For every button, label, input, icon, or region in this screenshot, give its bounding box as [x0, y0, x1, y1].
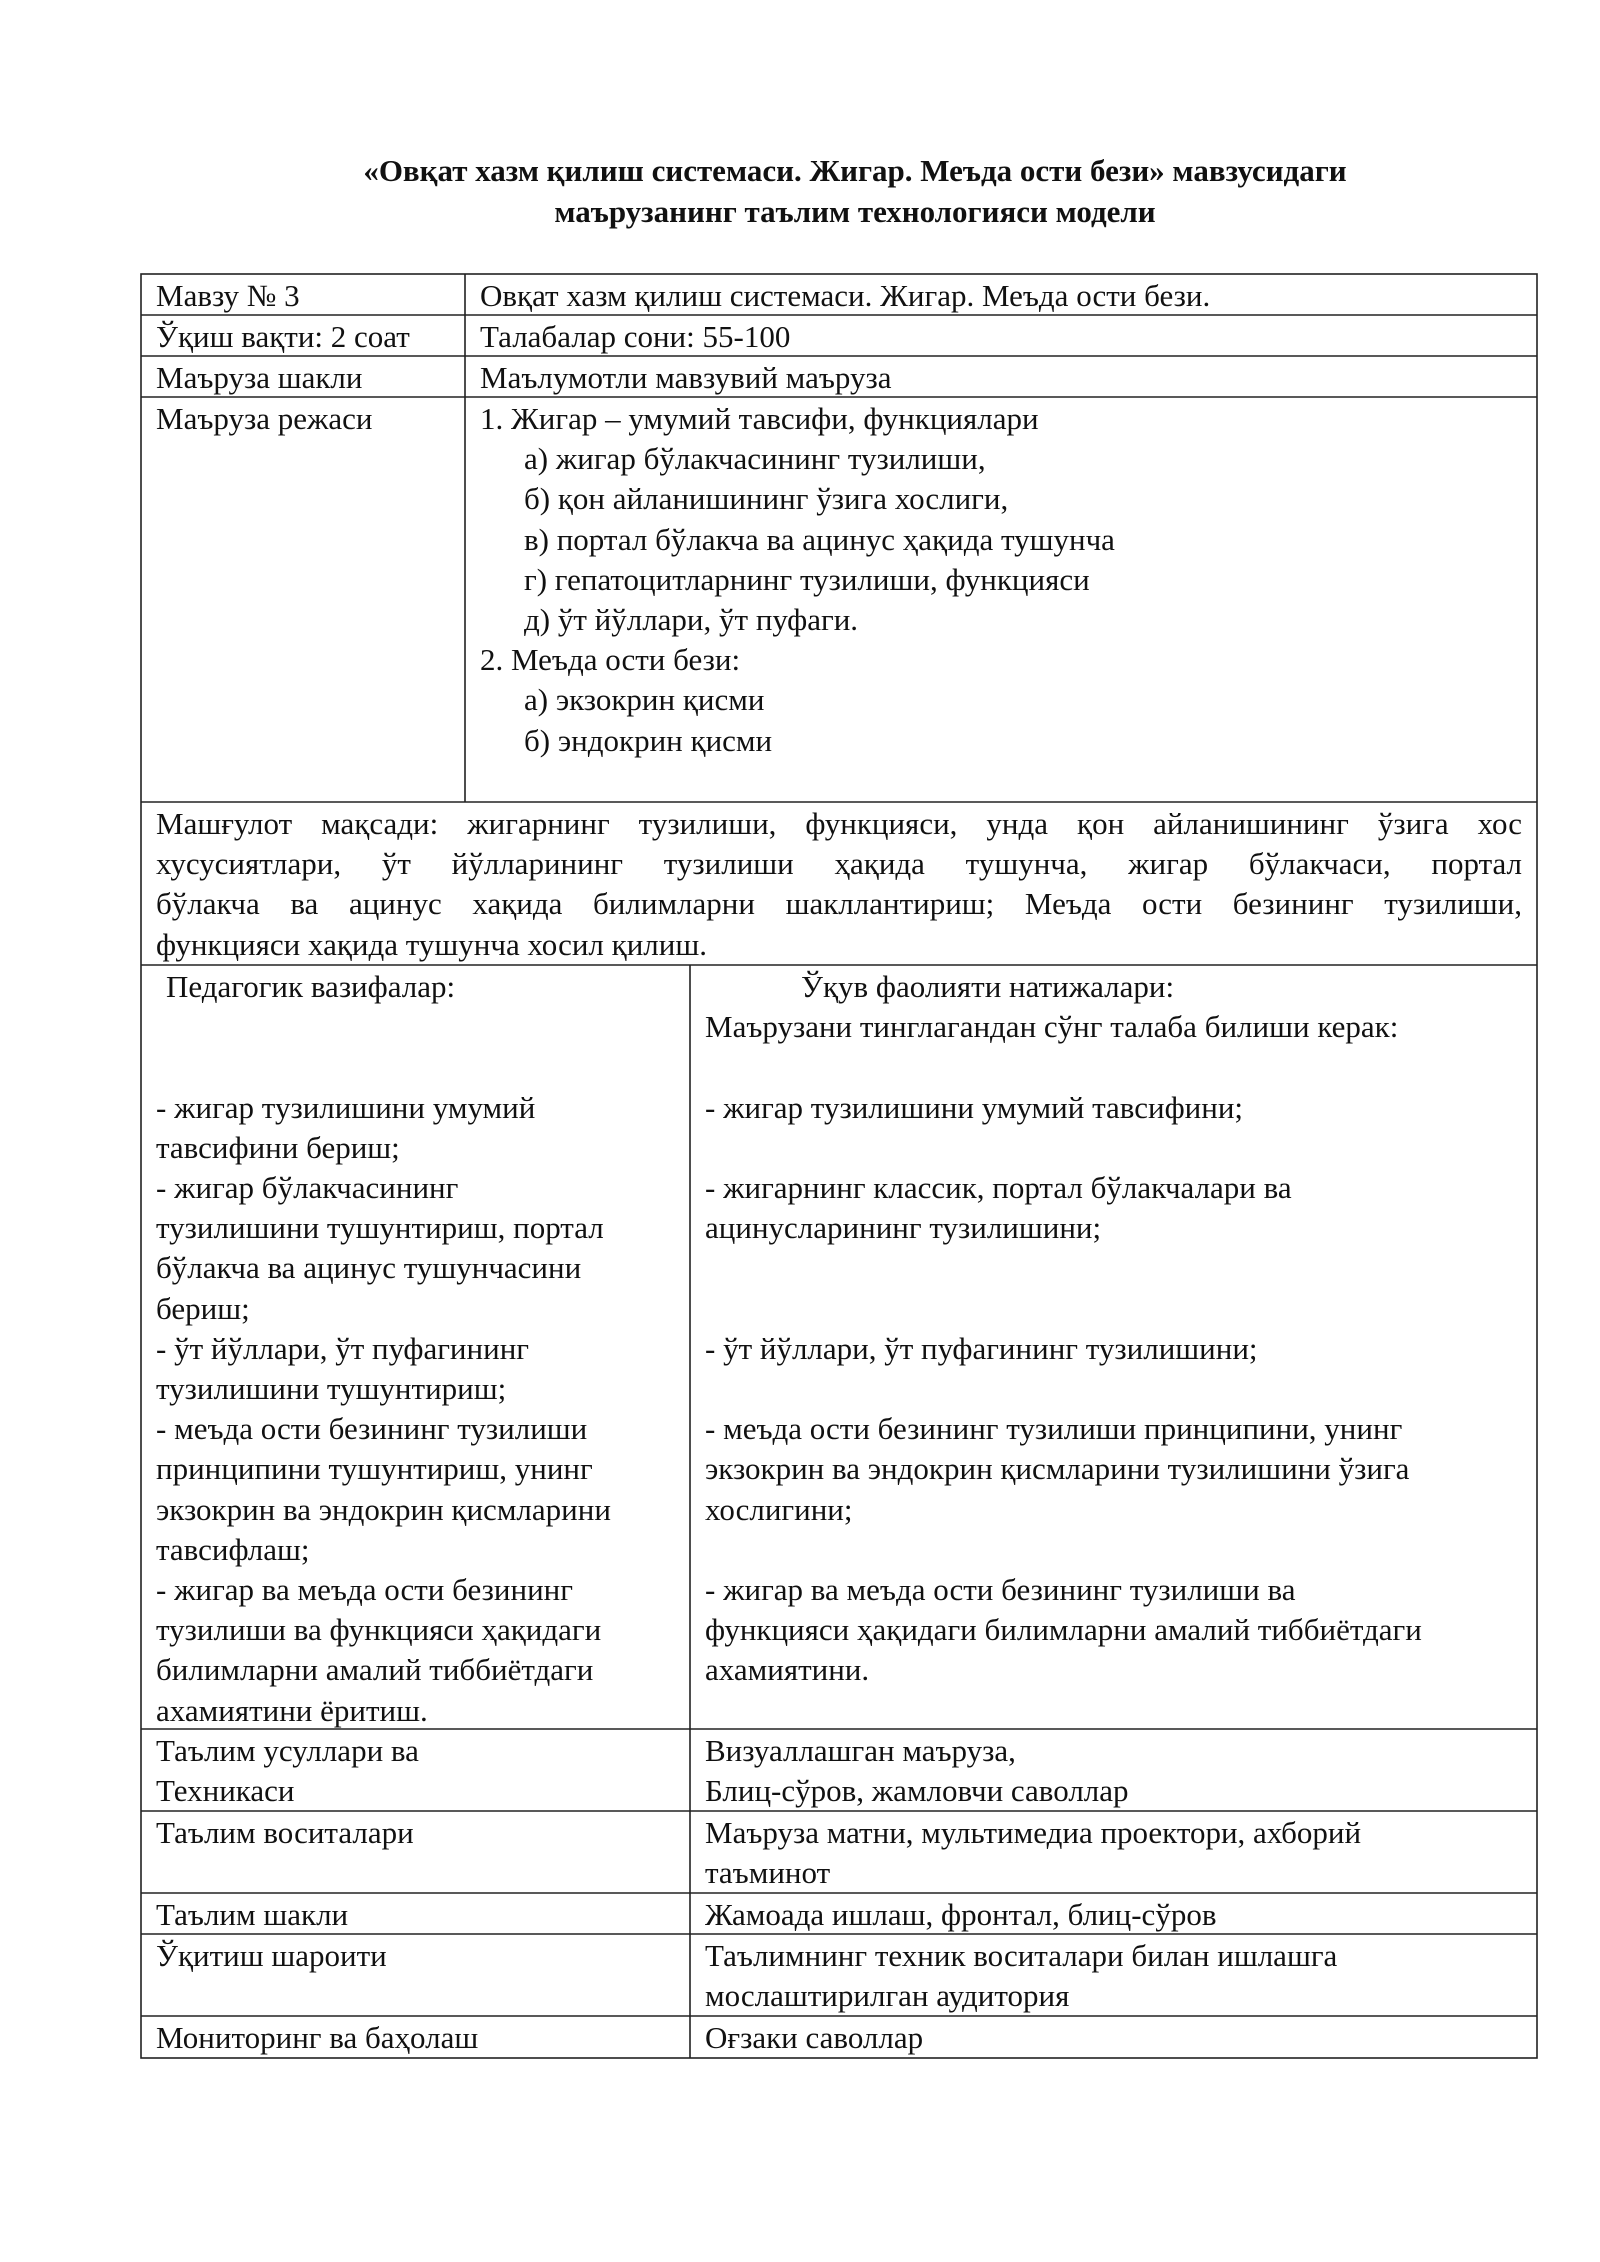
- study-time: Ўқиш вақти: 2 соат: [156, 319, 410, 354]
- pedagogical-tasks: [142, 965, 689, 1729]
- teaching-means-value: [691, 1811, 1536, 1893]
- task-line: тавсифлаш;: [156, 1531, 310, 1567]
- teaching-conditions-label: Ўқитиш шароити: [156, 1938, 387, 1973]
- topic-value: Овқат хазм қилиш системаси. Жигар. Меъда ости бези.: [480, 278, 1211, 313]
- task-line: билимларни амалий тиббиётдаги: [156, 1652, 594, 1688]
- teaching-means-label: Таълим воситалари: [156, 1815, 414, 1850]
- teaching-conditions-value: [691, 1934, 1536, 2016]
- teaching-methods-label: [142, 1729, 689, 1811]
- label-line: Таълим усуллари ва: [156, 1733, 419, 1768]
- results-subheader: Маърузани тинглагандан сўнг талаба билиши керак:: [705, 1009, 1399, 1045]
- result-line: хослигини;: [705, 1491, 853, 1527]
- teaching-methods-value: [691, 1729, 1536, 1811]
- result-line: - жигарнинг классик, портал бўлакчалари ва: [705, 1169, 1292, 1205]
- value-line: таъминот: [705, 1855, 831, 1891]
- value-line: Таълимнинг техник воситалари билан ишлашга: [705, 1938, 1338, 1973]
- goal-line: Машғулот мақсади: жигарнинг тузилиши, функцияси, унда қон айланишининг ўзига хос: [156, 806, 1522, 841]
- plan-item: а) экзокрин қисми: [524, 682, 765, 718]
- plan-item: 2. Меъда ости бези:: [480, 642, 741, 678]
- tasks-header: Педагогик вазифалар:: [166, 969, 456, 1004]
- plan-item: б) қон айланишининг ўзига хослиги,: [524, 481, 1009, 517]
- task-line: бўлакча ва ацинус тушунчасини: [156, 1250, 582, 1286]
- title-line-1: «Овқат хазм қилиш системаси. Жигар. Меъда ости бези» мавзусидаги: [363, 153, 1347, 188]
- task-line: тавсифини бериш;: [156, 1129, 400, 1165]
- lecture-form-value: Маълумотли мавзувий маъруза: [480, 360, 892, 395]
- monitoring-label: Мониторинг ва баҳолаш: [156, 2020, 479, 2055]
- teaching-form-value: Жамоада ишлаш, фронтал, блиц-сўров: [705, 1897, 1217, 1932]
- results-header: Ўқув фаолияти натижалари:: [801, 969, 1175, 1004]
- topic-label: Мавзу № 3: [156, 278, 300, 313]
- plan-item: 1. Жигар – умумий тавсифи, функциялари: [480, 401, 1039, 436]
- plan-item: г) гепатоцитларнинг тузилиши, функцияси: [524, 561, 1090, 597]
- goal-line: функцияси хақида тушунча хосил қилиш.: [156, 926, 707, 962]
- task-line: - жигар тузилишини умумий: [156, 1089, 536, 1125]
- task-line: - меъда ости безининг тузилиши: [156, 1411, 588, 1447]
- value-line: Визуаллашган маъруза,: [705, 1733, 1016, 1768]
- task-line: тузилишини тушунтириш, портал: [156, 1210, 604, 1246]
- label-line: Техникаси: [156, 1773, 295, 1809]
- result-line: ацинусларининг тузилишини;: [705, 1210, 1102, 1246]
- result-line: экзокрин ва эндокрин қисмларини тузилишини ўзига: [705, 1451, 1410, 1487]
- task-line: - ўт йўллари, ўт пуфагининг: [156, 1330, 529, 1366]
- title-line-2: маърузанинг таълим технологияси модели: [554, 194, 1156, 229]
- plan-item: а) жигар бўлакчасининг тузилиши,: [524, 441, 986, 477]
- lesson-goal: [142, 802, 1536, 965]
- monitoring-value: Оғзаки саволлар: [705, 2020, 924, 2055]
- result-line: - жигар ва меъда ости безининг тузилиши ва: [705, 1571, 1296, 1607]
- student-count: Талабалар сони: 55-100: [480, 319, 791, 354]
- lecture-plan-label: Маъруза режаси: [156, 401, 373, 436]
- plan-item: в) портал бўлакча ва ацинус ҳақида тушунча: [524, 521, 1115, 557]
- task-line: - жигар ва меъда ости безининг: [156, 1572, 573, 1608]
- value-line: Маъруза матни, мультимедиа проектори, ахборий: [705, 1815, 1362, 1850]
- teaching-form-label: Таълим шакли: [156, 1897, 349, 1932]
- result-line: - меъда ости безининг тузилиши принципини, унинг: [705, 1411, 1403, 1447]
- task-line: ахамиятини ёритиш.: [156, 1692, 428, 1728]
- task-line: - жигар бўлакчасининг: [156, 1169, 459, 1205]
- task-line: бериш;: [156, 1290, 250, 1326]
- result-line: функцияси ҳақидаги билимларни амалий тиббиётдаги: [705, 1612, 1422, 1648]
- plan-item: б) эндокрин қисми: [524, 722, 773, 758]
- task-line: тузилиши ва функцияси ҳақидаги: [156, 1612, 602, 1648]
- learning-results: [691, 965, 1536, 1729]
- lecture-plan: [466, 397, 1536, 802]
- value-line: Блиц-сўров, жамловчи саволлар: [705, 1773, 1129, 1809]
- lecture-form-label: Маъруза шакли: [156, 360, 363, 395]
- result-line: - ўт йўллари, ўт пуфагининг тузилишини;: [705, 1330, 1258, 1366]
- result-line: ахамиятини.: [705, 1652, 870, 1688]
- task-line: принципини тушунтириш, унинг: [156, 1451, 593, 1487]
- plan-item: д) ўт йўллари, ўт пуфаги.: [524, 602, 859, 638]
- task-line: тузилишини тушунтириш;: [156, 1371, 507, 1406]
- result-line: - жигар тузилишини умумий тавсифини;: [705, 1089, 1244, 1125]
- value-line: мослаштирилган аудитория: [705, 1978, 1070, 2014]
- task-line: экзокрин ва эндокрин қисмларини: [156, 1491, 611, 1527]
- goal-line: бўлакча ва ацинус хақида билимларни шакллантириш; Меъда ости безининг тузилиши,: [156, 886, 1522, 922]
- goal-line: хусусиятлари, ўт йўлларининг тузилиши ҳақида тушунча, жигар бўлакчаси, портал: [156, 846, 1522, 882]
